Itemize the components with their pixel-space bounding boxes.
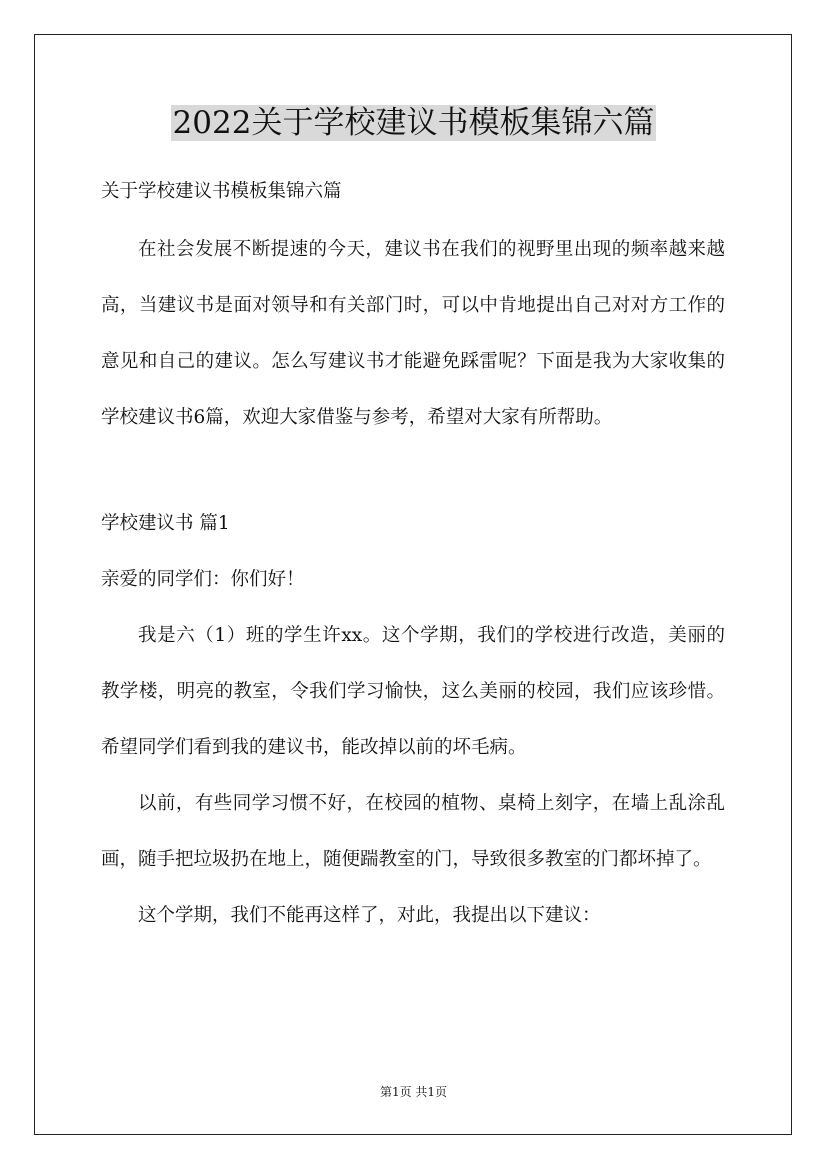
document-body [101, 170, 725, 944]
document-title-text: 2022关于学校建议书模板集锦六篇 [172, 105, 655, 141]
document-subtitle: 关于学校建议书模板集锦六篇 [101, 181, 342, 202]
intro-paragraph: 在社会发展不断提速的今天，建议书在我们的视野里出现的频率越来越高，当建议书是面对领导和有关部门时，可以中肯地提出自己对对方工作的意见和自己的建议。怎么写建议书才能避免踩雷呢？下面是我为大家收集的学校建议书6篇，欢迎大家借鉴与参考，希望对大家有所帮助。 [101, 239, 725, 428]
section-heading: 学校建议书 篇1 [101, 513, 230, 534]
page-footer: 第1页 共1页 [379, 1085, 448, 1099]
document-title [0, 101, 827, 145]
greeting-line: 亲爱的同学们：你们好！ [101, 569, 305, 590]
body-paragraph-3: 这个学期，我们不能再这样了，对此，我提出以下建议： [138, 905, 601, 926]
body-paragraph-1: 我是六（1）班的学生许xx。这个学期，我们的学校进行改造，美丽的教学楼，明亮的教室，令我们学习愉快，这么美丽的校园，我们应该珍惜。希望同学们看到我的建议书，能改掉以前的坏毛病。 [101, 625, 725, 758]
body-paragraph-2: 以前，有些同学习惯不好，在校园的植物、桌椅上刻字，在墙上乱涂乱画，随手把垃圾扔在地上，随便踹教室的门，导致很多教室的门都坏掉了。 [101, 793, 725, 870]
section-gap [101, 446, 725, 496]
